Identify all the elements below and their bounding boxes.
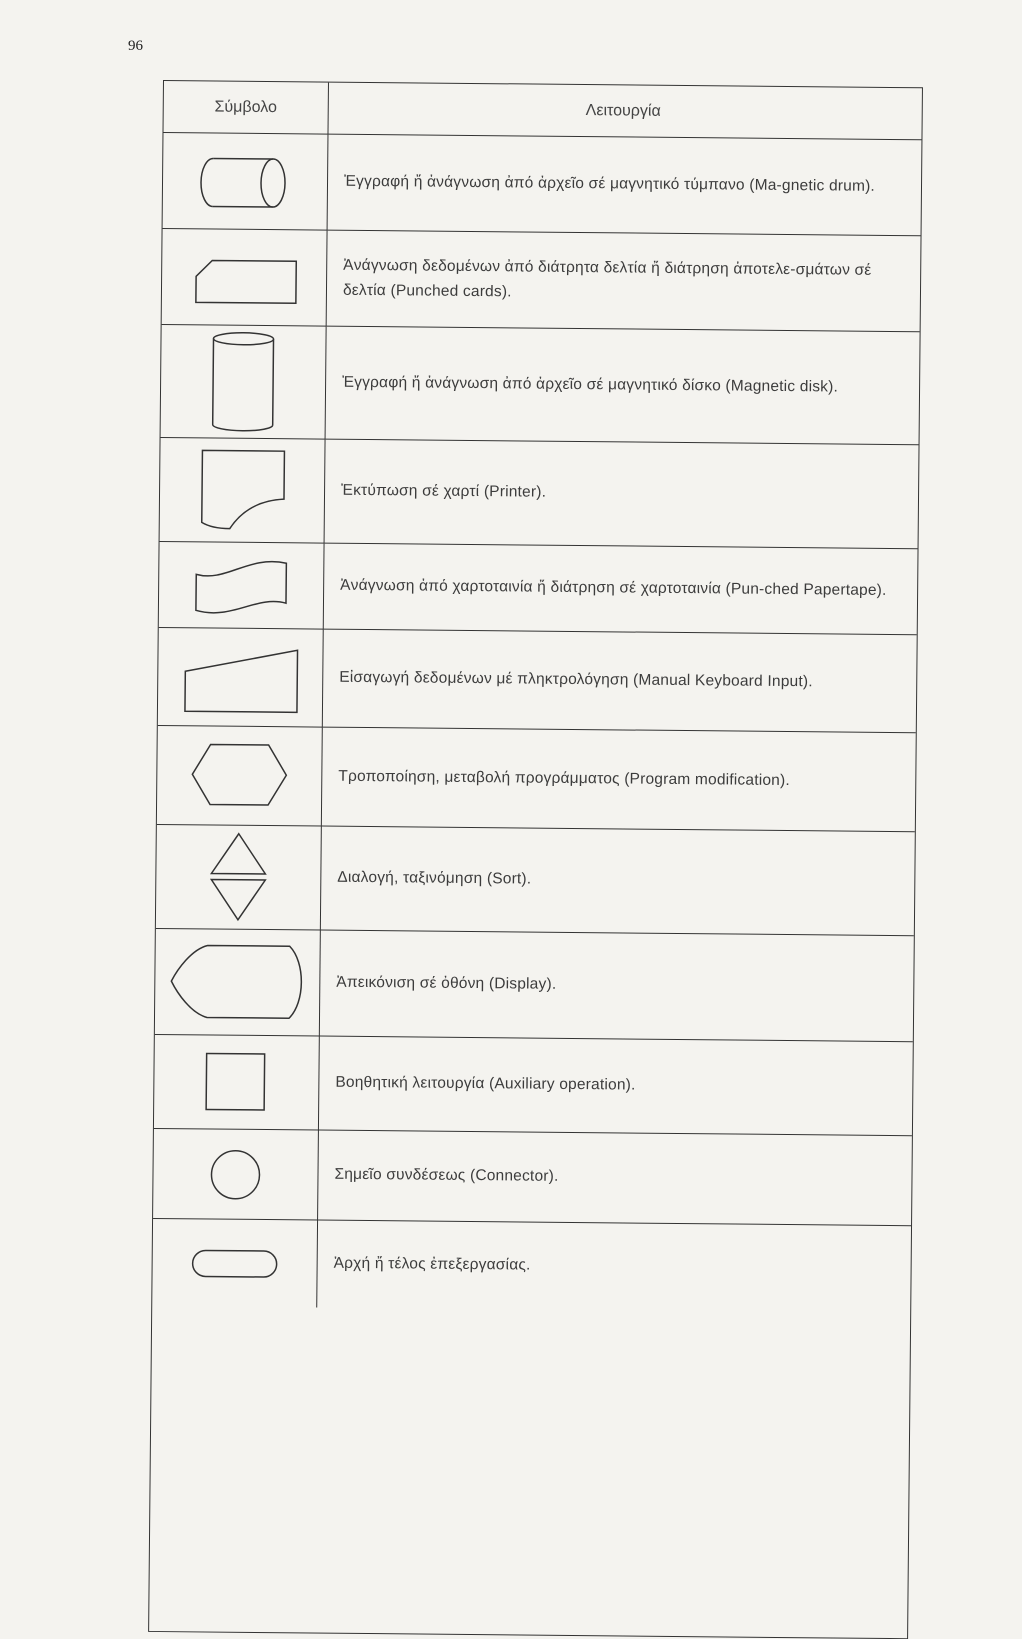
terminator-icon [184,1238,284,1289]
symbol-cell [159,542,325,630]
symbol-cell [161,325,327,440]
symbol-cell [152,1219,318,1308]
hexagon-icon [184,738,295,814]
symbol-cell [156,825,322,931]
symbol-cell [163,133,329,231]
function-cell [324,544,918,636]
function-cell [323,630,917,734]
function-text: Ἀπεικόνιση σέ ὀθόνη (Display). [336,974,557,994]
flowchart-symbols-table [148,80,923,1639]
function-cell [327,231,921,333]
function-text: Διαλογή, ταξινόμηση (Sort). [337,869,532,889]
header-symbol: Σύμβολο [163,81,328,135]
function-text: Ἐκτύπωση σέ χαρτί (Printer). [340,482,547,502]
symbol-cell [155,929,321,1037]
punched-tape-icon [186,550,297,621]
symbol-cell [153,1129,319,1221]
printer-document-icon [192,442,293,538]
punched-card-icon [184,242,305,313]
function-cell [317,1221,911,1314]
function-text: Σημεῖο συνδέσεως (Connector). [334,1166,559,1186]
magnetic-disk-icon [198,326,289,437]
function-text: Τροποποίηση, μεταβολή προγράμματος (Program modification). [338,767,790,790]
symbol-cell [158,628,324,728]
function-cell [320,931,914,1043]
function-cell [328,135,922,237]
function-cell [322,728,916,833]
symbol-cell [162,229,328,327]
page-number: 96 [128,38,143,54]
function-cell [321,827,915,937]
symbol-cell [157,726,323,827]
circle-icon [200,1139,271,1210]
function-text: Ἀνάγνωση ἀπό χαρτοταινία ἤ διάτρηση σέ χαρτοταινία (Pun-ched Papertape). [340,577,887,600]
header-function: Λειτουργία [328,83,921,141]
function-cell [326,327,920,446]
function-text: Ἀρχή ἤ τέλος ἐπεξεργασίας. [333,1255,531,1275]
symbol-cell [160,438,326,544]
square-icon [196,1047,277,1118]
function-text: Βοηθητική λειτουργία (Auxiliary operation). [335,1074,636,1095]
manual-input-icon [175,637,306,718]
magnetic-drum-icon [185,146,306,217]
function-text: Εἰσαγωγή δεδομένων μέ πληκτρολόγηση (Manual Keyboard Input). [339,669,813,691]
function-text: Ἀνάγνωση δεδομένων ἀπό διάτρητα δελτία ἤ διάτρηση ἀποτελε-σμάτων σέ δελτία (Punched cards). [342,257,872,300]
sort-icon [203,829,274,925]
display-icon [167,937,308,1028]
function-cell [319,1037,913,1137]
function-text: Ἐγγραφή ἤ ἀνάγνωση ἀπό ἀρχεῖο σέ μαγνητικό τύμπανο (Ma-gnetic drum). [343,173,876,196]
function-cell [318,1131,912,1227]
symbol-cell [154,1035,320,1131]
function-text: Ἐγγραφή ἤ ἀνάγνωση ἀπό ἀρχεῖο σέ μαγνητικό δίσκο (Magnetic disk). [342,373,839,396]
function-cell [325,440,919,550]
flowchart-symbols-table-wrapper [148,80,945,1639]
